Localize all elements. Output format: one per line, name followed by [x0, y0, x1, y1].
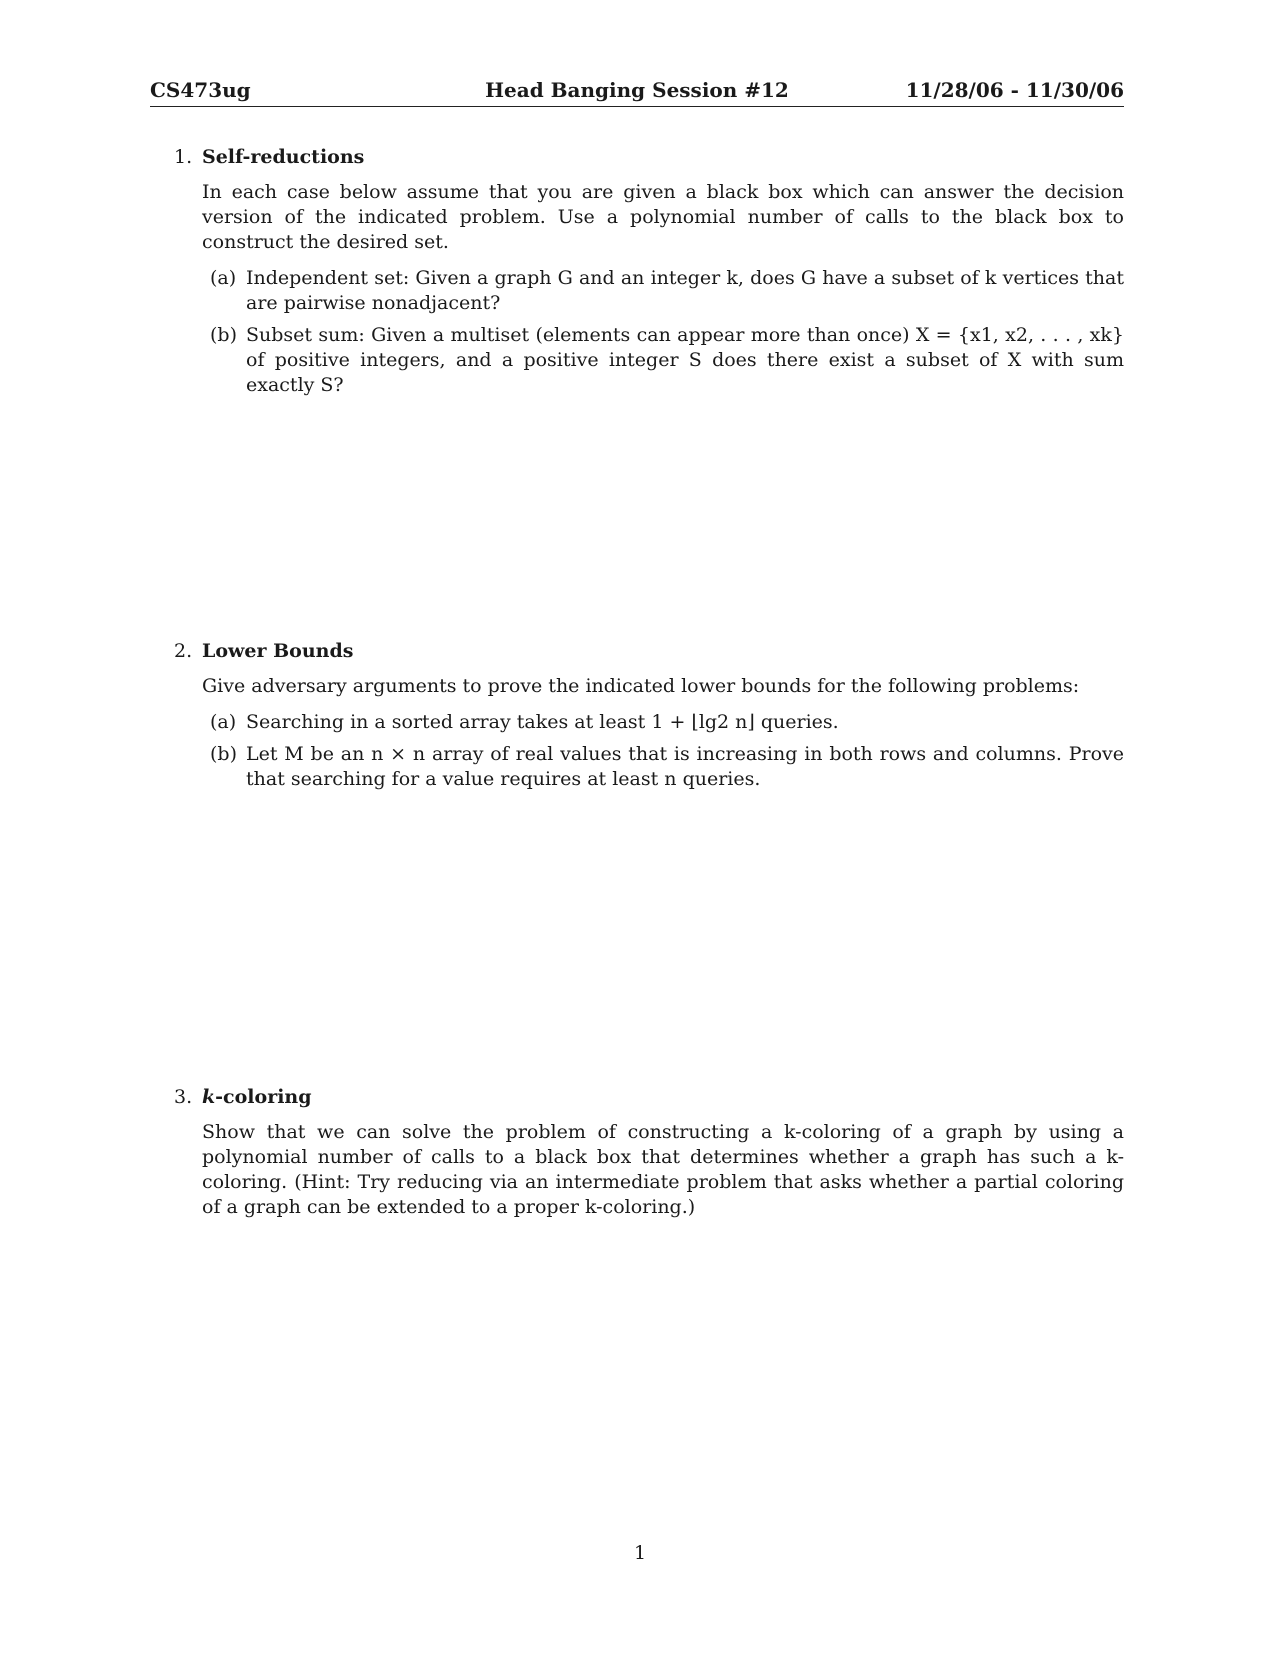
- subproblem: [202, 742, 1124, 792]
- subproblem-text: Independent set: Given a graph G and an integer k, does G have a subset of k vertices that are pairwise nonadjacent?: [246, 267, 1124, 314]
- page-header: [150, 76, 1124, 107]
- problem-body: Give adversary arguments to prove the indicated lower bounds for the following problems:: [202, 675, 1080, 697]
- problem-3: [150, 1086, 1124, 1220]
- page-number: 1: [633, 1542, 647, 1564]
- problem-title-text: -coloring: [215, 1086, 312, 1108]
- problem-number: 3.: [174, 1086, 193, 1108]
- course-code: CS473ug: [150, 78, 251, 102]
- problem-heading: [150, 146, 1124, 174]
- subproblem-text: Let M be an n × n array of real values that is increasing in both rows and columns. Prove that searching for a value requires at least n queries.: [246, 743, 1124, 790]
- subproblem-text: Searching in a sorted array takes at least 1 + ⌊lg2 n⌋ queries.: [246, 711, 839, 733]
- problem-heading: [150, 1086, 1124, 1114]
- session-dates: 11/28/06 - 11/30/06: [905, 78, 1124, 102]
- subproblem: [202, 710, 1124, 735]
- subproblem-label: (b): [210, 324, 237, 346]
- subproblem: [202, 266, 1124, 316]
- problem-title: Lower Bounds: [202, 640, 354, 662]
- problem-2: [150, 640, 1124, 799]
- problem-body: In each case below assume that you are given a black box which can answer the decision version of the indicated problem. Use a polynomial number of calls to the black box to construct the desired set.: [202, 181, 1124, 253]
- problem-title: [202, 1086, 312, 1108]
- session-title: Head Banging Session #12: [485, 78, 789, 102]
- subproblem-list: [202, 710, 1124, 792]
- problem-body: Show that we can solve the problem of constructing a k-coloring of a graph by using a polynomial number of calls to a black box that determines whether a graph has such a k-coloring. (Hint: Try reducing via an intermediate problem that asks whether a partial coloring of a graph can be extended to a proper k-coloring.): [202, 1121, 1124, 1218]
- problem-title-math: k: [202, 1086, 216, 1108]
- problem-number: 2.: [174, 640, 193, 662]
- problem-heading: [150, 640, 1124, 668]
- problem-title: Self-reductions: [202, 146, 365, 168]
- problem-number: 1.: [174, 146, 193, 168]
- subproblem-label: (b): [210, 743, 237, 765]
- subproblem-label: (a): [210, 267, 237, 289]
- subproblem-label: (a): [210, 711, 237, 733]
- subproblem-text: Subset sum: Given a multiset (elements can appear more than once) X = {x1, x2, . . . , xk} of positive integers, and a positive integer S does there exist a subset of X with sum exactly S?: [246, 324, 1124, 396]
- subproblem-list: [202, 266, 1124, 398]
- problem-1: [150, 146, 1124, 405]
- subproblem: [202, 323, 1124, 398]
